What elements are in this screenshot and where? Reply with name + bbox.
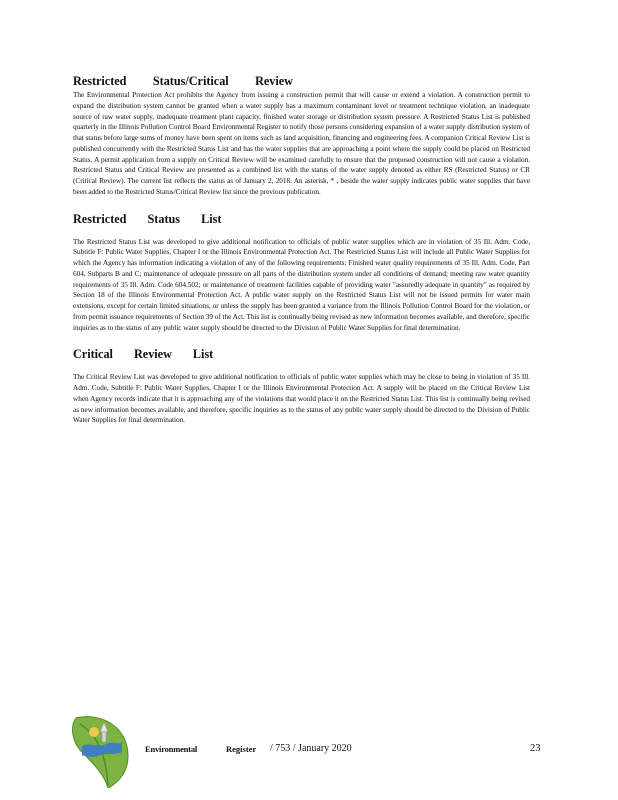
section-heading: Restricted Status/Critical Review bbox=[73, 74, 293, 88]
section-critical-review-list bbox=[73, 347, 530, 426]
section-heading: Restricted Status List bbox=[73, 211, 222, 226]
section-restricted-status-list bbox=[73, 212, 530, 334]
leaf-logo-icon bbox=[70, 712, 134, 788]
section-body: The Critical Review List was developed to give additional notification to officials of public water supplies which may be close to being in violation of 35 Ill. Adm. Code, Subtitle F: Public Water Supplies, Chapter I or the Illinois Environmental Protection Act. A supply will be placed on the Critical Review List when Agency records indicate that it is approaching any of the violations that would place it on the Restricted Status List. This list is continually being revised as new information becomes available, and therefore, specific inquiries as to the status of any public water supply should be directed to the Division of Public Water Supplies for final determination. bbox=[73, 372, 530, 425]
section-heading: Critical Review List bbox=[73, 347, 214, 362]
page-number: 23 bbox=[530, 743, 541, 754]
section-restricted-status-critical-review bbox=[73, 74, 530, 198]
footer-register-word: Register bbox=[226, 744, 257, 754]
main-content bbox=[73, 74, 530, 440]
footer-issue-info: / 753 / January 2020 bbox=[270, 743, 352, 754]
page-footer bbox=[0, 712, 618, 792]
section-body: The Environmental Protection Act prohibits the Agency from issuing a construction permit that will cause or extend a violation. A construction permit to expand the distribution system cannot be granted when a water supply has a maximum contaminant level or treatment technique violation, an inadequate source of raw water supply, inadequate treatment plant capacity, finished water storage or distribution system pressure. A Restricted Status List is published quarterly in the Illinois Pollution Control Board Environmental Register to notify those persons considering expansion of a water supply distribution system of that status before large sums of money have been spent on items such as land acquisition, financing and engineering fees. A companion Critical Review List is published concurrently with the Restricted Status List and has the water supplies that are approaching a point where the supply could be placed on Restricted Status. A permit application from a supply on Critical Review will be examined carefully to ensure that the proposed construction will not cause a violation. Restricted Status and Critical Review are presented as a combined list with the status of the water supply denoted as either RS (Restricted Status) or CR (Critical Review). The current list reflects the status as of January 2, 2018. An asterisk, * , beside the water supply indicates public water supplies that have been added to the Restricted Status/Critical Review list since the previous publication. bbox=[73, 90, 530, 196]
section-body: The Restricted Status List was developed to give additional notification to officials of public water supplies which are in violation of 35 Ill. Adm. Code, Subtitle F: Public Water Supplies, Chapter I or the Illinois Environmental Protection Act. The Restricted Status List will include all Public Water Supplies for which the Agency has information indicating a violation of any of the following requirements: Finished water quality requirements of 35 Ill. Adm. Code, Part 604, Subparts B and C; maintenance of adequate pressure on all parts of the distribution system under all conditions of demand; meeting raw water quantity requirements of 35 Ill. Adm. Code 604.502; or maintenance of treatment facilities capable of providing water "assuredly adequate in quantity" as required by Section 18 of the Illinois Environmental Protection Act. A public water supply on the Restricted Status List will not be issued permits for water main extensions, except for certain limited situations, or unless the supply has been granted a variance from the Illinois Pollution Control Board for the violation, or from permit issuance requirements of Section 39 of the Act. This list is continually being revised as new information becomes available, and therefore, specific inquiries as to the status of any public water supply should be directed to the Division of Public Water Supplies for final determination. bbox=[73, 236, 530, 332]
footer-publication-title: Environmental bbox=[145, 744, 198, 754]
